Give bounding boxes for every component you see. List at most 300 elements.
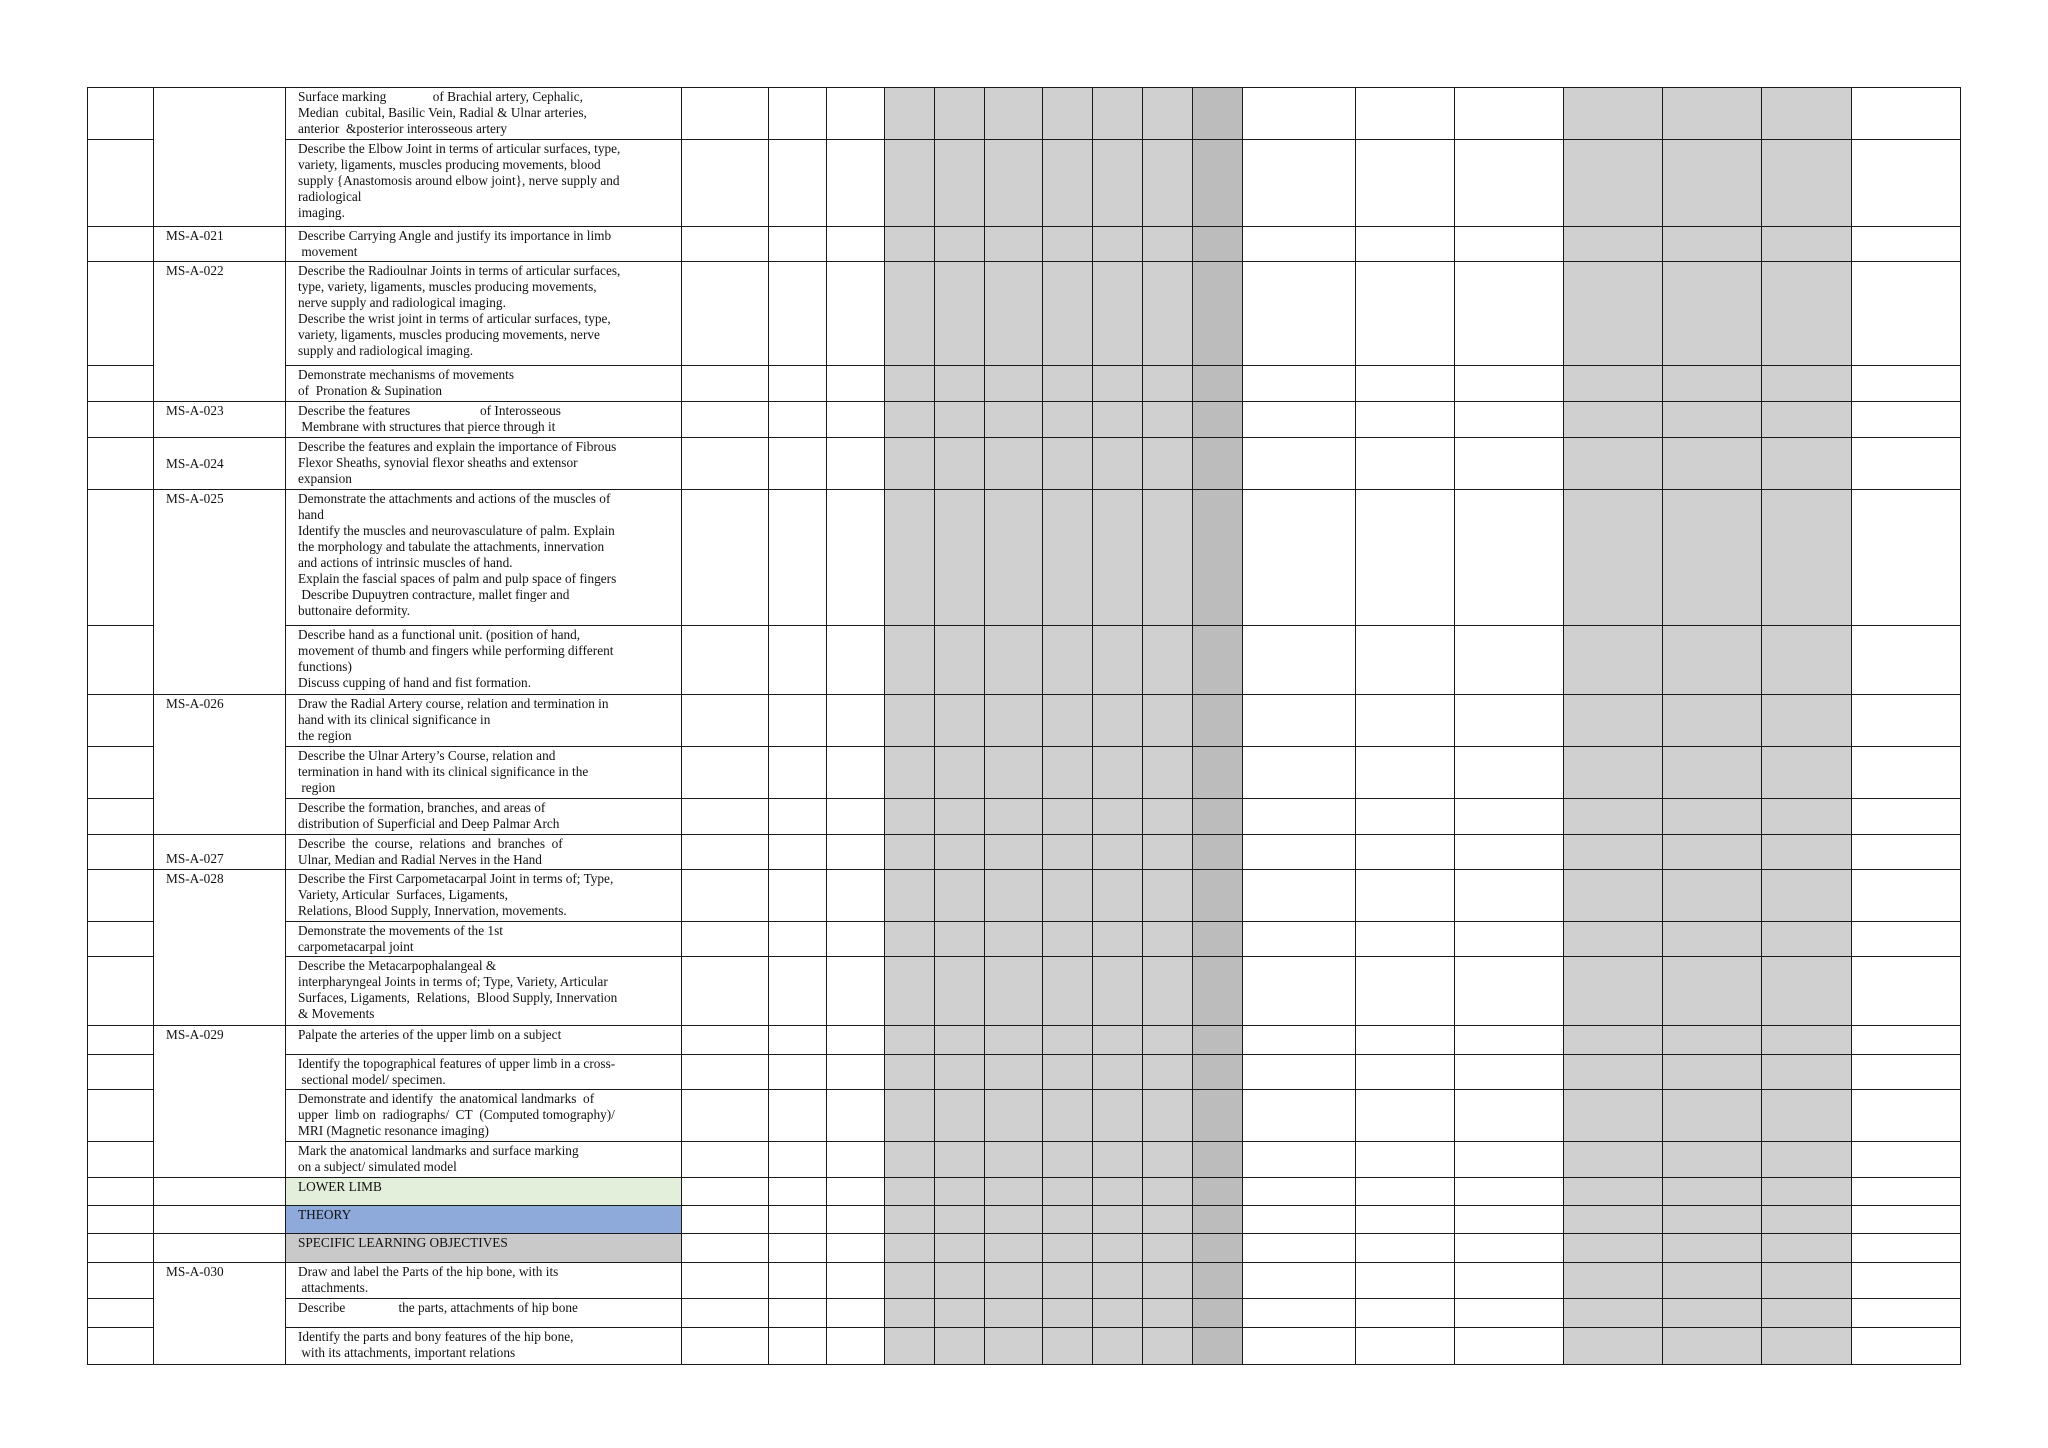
assessment-cell [827, 1234, 885, 1263]
assessment-cell [935, 1026, 985, 1055]
assessment-cell [1852, 1234, 1961, 1263]
assessment-cell [1043, 922, 1093, 957]
assessment-cell [935, 747, 985, 799]
assessment-cell [1762, 799, 1852, 835]
learning-objective: Identify the topographical features of upper limb in a cross- sectional model/ specimen. [286, 1055, 682, 1090]
assessment-cell [1356, 922, 1455, 957]
assessment-cell [1356, 1206, 1455, 1234]
assessment-cell [985, 626, 1043, 695]
assessment-cell [1852, 1263, 1961, 1299]
assessment-cell [1243, 799, 1356, 835]
assessment-cell [885, 1026, 935, 1055]
objective-code: MS-A-021 [154, 227, 286, 262]
row-index-cell [88, 1328, 154, 1365]
assessment-cell [682, 1090, 769, 1142]
table-row [88, 1142, 1961, 1178]
assessment-cell [1193, 366, 1243, 402]
assessment-cell [1455, 799, 1564, 835]
assessment-cell [935, 262, 985, 366]
assessment-cell [1043, 1234, 1093, 1263]
learning-objective: Demonstrate mechanisms of movements of Pronation & Supination [286, 366, 682, 402]
assessment-cell [1356, 1055, 1455, 1090]
row-index-cell [88, 747, 154, 799]
assessment-cell [1356, 870, 1455, 922]
assessment-cell [935, 870, 985, 922]
assessment-cell [985, 1206, 1043, 1234]
assessment-cell [682, 366, 769, 402]
assessment-cell [1143, 1142, 1193, 1178]
assessment-cell [769, 1206, 827, 1234]
assessment-cell [1564, 922, 1663, 957]
assessment-cell [1043, 626, 1093, 695]
assessment-cell [1043, 366, 1093, 402]
assessment-cell [935, 1090, 985, 1142]
assessment-cell [1852, 1090, 1961, 1142]
assessment-cell [885, 695, 935, 747]
assessment-cell [1193, 1142, 1243, 1178]
assessment-cell [1356, 1026, 1455, 1055]
learning-objective: Surface marking of Brachial artery, Cephalic, Median cubital, Basilic Vein, Radial & Ulnar arteries, anterior &posterior interosseous artery [286, 88, 682, 140]
assessment-cell [682, 799, 769, 835]
assessment-cell [1093, 140, 1143, 227]
assessment-cell [985, 227, 1043, 262]
objective-code [154, 626, 286, 695]
assessment-cell [1143, 835, 1193, 870]
assessment-cell [1762, 1142, 1852, 1178]
table-row [88, 1234, 1961, 1263]
assessment-cell [1043, 1328, 1093, 1365]
assessment-cell [1043, 227, 1093, 262]
assessment-cell [1564, 227, 1663, 262]
assessment-cell [827, 870, 885, 922]
assessment-cell [1564, 1142, 1663, 1178]
assessment-cell [1762, 490, 1852, 626]
assessment-cell [1564, 1263, 1663, 1299]
assessment-cell [1564, 1299, 1663, 1328]
assessment-cell [935, 88, 985, 140]
assessment-cell [1356, 227, 1455, 262]
assessment-cell [1663, 1263, 1762, 1299]
assessment-cell [1663, 1206, 1762, 1234]
assessment-cell [1455, 626, 1564, 695]
objective-code [154, 1234, 286, 1263]
row-index-cell [88, 402, 154, 438]
assessment-cell [985, 1328, 1043, 1365]
row-index-cell [88, 957, 154, 1026]
assessment-cell [1093, 1206, 1143, 1234]
assessment-cell [769, 1026, 827, 1055]
learning-objective: Describe hand as a functional unit. (position of hand, movement of thumb and fingers while performing different functions) Discuss cupping of hand and fist formation. [286, 626, 682, 695]
assessment-cell [682, 438, 769, 490]
assessment-cell [985, 140, 1043, 227]
assessment-cell [827, 1055, 885, 1090]
assessment-cell [1852, 1026, 1961, 1055]
assessment-cell [1455, 227, 1564, 262]
assessment-cell [1193, 1299, 1243, 1328]
assessment-cell [1356, 1142, 1455, 1178]
assessment-cell [769, 490, 827, 626]
assessment-cell [769, 1299, 827, 1328]
assessment-cell [1455, 140, 1564, 227]
assessment-cell [1455, 695, 1564, 747]
learning-objective: Describe the features of Interosseous Membrane with structures that pierce through it [286, 402, 682, 438]
assessment-cell [1093, 1178, 1143, 1206]
assessment-cell [1193, 747, 1243, 799]
assessment-cell [1093, 1328, 1143, 1365]
assessment-cell [985, 366, 1043, 402]
assessment-cell [1243, 1142, 1356, 1178]
assessment-cell [1193, 227, 1243, 262]
assessment-cell [1093, 1234, 1143, 1263]
assessment-cell [1243, 1234, 1356, 1263]
assessment-cell [769, 1234, 827, 1263]
assessment-cell [1852, 870, 1961, 922]
assessment-cell [1143, 957, 1193, 1026]
learning-objective: Describe the Metacarpophalangeal & interpharyngeal Joints in terms of; Type, Variety, Articular Surfaces, Ligaments, Relations, Blood Supply, Innervation & Movements [286, 957, 682, 1026]
assessment-cell [827, 262, 885, 366]
learning-objective: LOWER LIMB [286, 1178, 682, 1206]
assessment-cell [1455, 957, 1564, 1026]
objective-code: MS-A-022 [154, 262, 286, 366]
assessment-cell [682, 88, 769, 140]
learning-objective: SPECIFIC LEARNING OBJECTIVES [286, 1234, 682, 1263]
assessment-cell [1663, 747, 1762, 799]
learning-objective: Draw and label the Parts of the hip bone, with its attachments. [286, 1263, 682, 1299]
learning-objective: Draw the Radial Artery course, relation and termination in hand with its clinical significance in the region [286, 695, 682, 747]
objective-code [154, 1299, 286, 1328]
assessment-cell [1663, 835, 1762, 870]
assessment-cell [769, 1090, 827, 1142]
assessment-cell [1663, 1055, 1762, 1090]
assessment-cell [1356, 1090, 1455, 1142]
assessment-cell [1043, 1299, 1093, 1328]
assessment-cell [1143, 262, 1193, 366]
assessment-cell [1193, 1178, 1243, 1206]
assessment-cell [1356, 1263, 1455, 1299]
assessment-cell [1762, 140, 1852, 227]
assessment-cell [1852, 957, 1961, 1026]
assessment-cell [1043, 1090, 1093, 1142]
assessment-cell [1564, 262, 1663, 366]
assessment-cell [1193, 957, 1243, 1026]
objective-code [154, 1055, 286, 1090]
objective-code [154, 1328, 286, 1365]
assessment-cell [1243, 1026, 1356, 1055]
learning-objective: Describe the formation, branches, and areas of distribution of Superficial and Deep Palmar Arch [286, 799, 682, 835]
assessment-cell [985, 88, 1043, 140]
assessment-cell [935, 1178, 985, 1206]
assessment-cell [827, 835, 885, 870]
assessment-cell [682, 227, 769, 262]
assessment-cell [1455, 88, 1564, 140]
assessment-cell [1663, 88, 1762, 140]
assessment-cell [935, 1328, 985, 1365]
assessment-cell [1043, 140, 1093, 227]
assessment-cell [935, 1206, 985, 1234]
assessment-cell [1043, 1263, 1093, 1299]
learning-objective: Demonstrate the movements of the 1st carpometacarpal joint [286, 922, 682, 957]
assessment-cell [827, 227, 885, 262]
assessment-cell [1762, 747, 1852, 799]
assessment-cell [1852, 490, 1961, 626]
assessment-cell [827, 1142, 885, 1178]
row-index-cell [88, 1055, 154, 1090]
assessment-cell [1455, 438, 1564, 490]
assessment-cell [1093, 747, 1143, 799]
assessment-cell [985, 1055, 1043, 1090]
table-row [88, 957, 1961, 1026]
assessment-cell [1243, 747, 1356, 799]
assessment-cell [1243, 1055, 1356, 1090]
assessment-cell [1356, 402, 1455, 438]
assessment-cell [1193, 1090, 1243, 1142]
row-index-cell [88, 835, 154, 870]
assessment-cell [1762, 402, 1852, 438]
assessment-cell [682, 1328, 769, 1365]
assessment-cell [1663, 438, 1762, 490]
learning-objective: Mark the anatomical landmarks and surface marking on a subject/ simulated model [286, 1142, 682, 1178]
assessment-cell [1663, 799, 1762, 835]
assessment-cell [1762, 438, 1852, 490]
assessment-cell [827, 922, 885, 957]
objective-code: MS-A-024 [154, 438, 286, 490]
assessment-cell [935, 438, 985, 490]
assessment-cell [1564, 438, 1663, 490]
assessment-cell [1455, 1234, 1564, 1263]
assessment-cell [885, 1263, 935, 1299]
assessment-cell [1143, 1026, 1193, 1055]
assessment-cell [885, 922, 935, 957]
assessment-cell [885, 870, 935, 922]
assessment-cell [1356, 140, 1455, 227]
assessment-cell [1762, 1026, 1852, 1055]
assessment-cell [985, 1090, 1043, 1142]
row-index-cell [88, 1206, 154, 1234]
assessment-cell [1243, 402, 1356, 438]
assessment-cell [1143, 870, 1193, 922]
objective-code [154, 1178, 286, 1206]
assessment-cell [985, 1178, 1043, 1206]
assessment-cell [935, 140, 985, 227]
assessment-cell [1762, 366, 1852, 402]
assessment-cell [682, 747, 769, 799]
table-row [88, 490, 1961, 626]
assessment-cell [827, 1299, 885, 1328]
assessment-cell [1852, 695, 1961, 747]
assessment-cell [682, 835, 769, 870]
assessment-cell [1143, 1055, 1193, 1090]
assessment-cell [1852, 1299, 1961, 1328]
assessment-cell [1093, 227, 1143, 262]
assessment-cell [1762, 227, 1852, 262]
objective-code [154, 366, 286, 402]
assessment-cell [1193, 438, 1243, 490]
table-row [88, 1178, 1961, 1206]
assessment-cell [1455, 1142, 1564, 1178]
assessment-cell [1193, 88, 1243, 140]
assessment-cell [769, 1263, 827, 1299]
assessment-cell [985, 490, 1043, 626]
assessment-cell [769, 438, 827, 490]
assessment-cell [1663, 227, 1762, 262]
assessment-cell [827, 957, 885, 1026]
assessment-cell [1663, 1328, 1762, 1365]
assessment-cell [1243, 870, 1356, 922]
assessment-cell [885, 1142, 935, 1178]
assessment-cell [769, 227, 827, 262]
assessment-cell [885, 366, 935, 402]
assessment-cell [1143, 922, 1193, 957]
table-row [88, 402, 1961, 438]
assessment-cell [885, 1234, 935, 1263]
assessment-cell [1663, 626, 1762, 695]
assessment-cell [1093, 438, 1143, 490]
table-row [88, 695, 1961, 747]
assessment-cell [827, 747, 885, 799]
learning-objective: Describe the Ulnar Artery’s Course, relation and termination in hand with its clinical significance in the region [286, 747, 682, 799]
learning-objective: THEORY [286, 1206, 682, 1234]
assessment-cell [1564, 835, 1663, 870]
assessment-cell [769, 695, 827, 747]
assessment-cell [1564, 1055, 1663, 1090]
assessment-cell [1762, 1090, 1852, 1142]
assessment-cell [1663, 922, 1762, 957]
learning-objective: Palpate the arteries of the upper limb on a subject [286, 1026, 682, 1055]
learning-objective: Describe the features and explain the importance of Fibrous Flexor Sheaths, synovial flexor sheaths and extensor expansion [286, 438, 682, 490]
table-row [88, 227, 1961, 262]
assessment-cell [827, 799, 885, 835]
assessment-cell [1762, 922, 1852, 957]
assessment-cell [1356, 366, 1455, 402]
assessment-cell [1193, 1328, 1243, 1365]
assessment-cell [769, 747, 827, 799]
assessment-cell [1455, 402, 1564, 438]
assessment-cell [769, 1178, 827, 1206]
objective-code: MS-A-030 [154, 1263, 286, 1299]
assessment-cell [1143, 140, 1193, 227]
assessment-cell [885, 1328, 935, 1365]
assessment-cell [1762, 1055, 1852, 1090]
assessment-cell [682, 1055, 769, 1090]
table-row [88, 870, 1961, 922]
assessment-cell [935, 402, 985, 438]
assessment-cell [885, 1299, 935, 1328]
assessment-cell [1852, 140, 1961, 227]
assessment-cell [827, 88, 885, 140]
assessment-cell [1564, 140, 1663, 227]
assessment-cell [1243, 1090, 1356, 1142]
row-index-cell [88, 438, 154, 490]
assessment-cell [1193, 922, 1243, 957]
assessment-cell [1093, 626, 1143, 695]
assessment-cell [827, 1178, 885, 1206]
assessment-cell [827, 490, 885, 626]
assessment-cell [1193, 402, 1243, 438]
assessment-cell [1356, 1234, 1455, 1263]
objective-code: MS-A-028 [154, 870, 286, 922]
assessment-cell [1762, 870, 1852, 922]
table-row [88, 747, 1961, 799]
assessment-cell [769, 1055, 827, 1090]
assessment-cell [1455, 1263, 1564, 1299]
assessment-cell [935, 695, 985, 747]
assessment-cell [1243, 1178, 1356, 1206]
table-row [88, 1206, 1961, 1234]
assessment-cell [1762, 835, 1852, 870]
assessment-cell [1663, 1299, 1762, 1328]
assessment-cell [1852, 1055, 1961, 1090]
objective-code: MS-A-026 [154, 695, 286, 747]
assessment-cell [1852, 88, 1961, 140]
assessment-cell [1762, 957, 1852, 1026]
assessment-cell [1143, 799, 1193, 835]
row-index-cell [88, 695, 154, 747]
row-index-cell [88, 366, 154, 402]
assessment-cell [1564, 88, 1663, 140]
assessment-cell [1093, 366, 1143, 402]
assessment-cell [885, 799, 935, 835]
assessment-cell [1143, 1090, 1193, 1142]
assessment-cell [1243, 490, 1356, 626]
assessment-cell [985, 1142, 1043, 1178]
assessment-cell [1762, 695, 1852, 747]
assessment-cell [1356, 1328, 1455, 1365]
assessment-cell [682, 1026, 769, 1055]
assessment-cell [769, 262, 827, 366]
assessment-cell [1243, 262, 1356, 366]
assessment-cell [1143, 1263, 1193, 1299]
assessment-cell [1193, 626, 1243, 695]
assessment-cell [1762, 1263, 1852, 1299]
assessment-cell [682, 870, 769, 922]
assessment-cell [1043, 1026, 1093, 1055]
assessment-cell [1093, 922, 1143, 957]
assessment-cell [769, 88, 827, 140]
assessment-cell [682, 1263, 769, 1299]
assessment-cell [1762, 262, 1852, 366]
assessment-cell [1455, 870, 1564, 922]
assessment-cell [1356, 957, 1455, 1026]
learning-objective: Describe the Radioulnar Joints in terms of articular surfaces, type, variety, ligaments, muscles producing movements, nerve supply and radiological imaging. Describe the wrist joint in terms of articular surfaces, type, variety, ligaments, muscles producing movements, nerve supply and radiological imaging. [286, 262, 682, 366]
row-index-cell [88, 799, 154, 835]
table-row [88, 1090, 1961, 1142]
assessment-cell [1455, 922, 1564, 957]
assessment-cell [1093, 1055, 1143, 1090]
assessment-cell [827, 402, 885, 438]
row-index-cell [88, 1263, 154, 1299]
assessment-cell [885, 747, 935, 799]
assessment-cell [1564, 402, 1663, 438]
assessment-cell [827, 1328, 885, 1365]
objective-code [154, 140, 286, 227]
row-index-cell [88, 490, 154, 626]
assessment-cell [1143, 402, 1193, 438]
assessment-cell [885, 402, 935, 438]
assessment-cell [1564, 1026, 1663, 1055]
assessment-cell [682, 140, 769, 227]
assessment-cell [827, 438, 885, 490]
assessment-cell [827, 1026, 885, 1055]
assessment-cell [1043, 835, 1093, 870]
table-row [88, 626, 1961, 695]
table-row [88, 1328, 1961, 1365]
assessment-cell [935, 1055, 985, 1090]
assessment-cell [1356, 695, 1455, 747]
learning-objective: Describe the course, relations and branches of Ulnar, Median and Radial Nerves in the Hand [286, 835, 682, 870]
assessment-cell [1143, 747, 1193, 799]
row-index-cell [88, 1142, 154, 1178]
assessment-cell [682, 1234, 769, 1263]
